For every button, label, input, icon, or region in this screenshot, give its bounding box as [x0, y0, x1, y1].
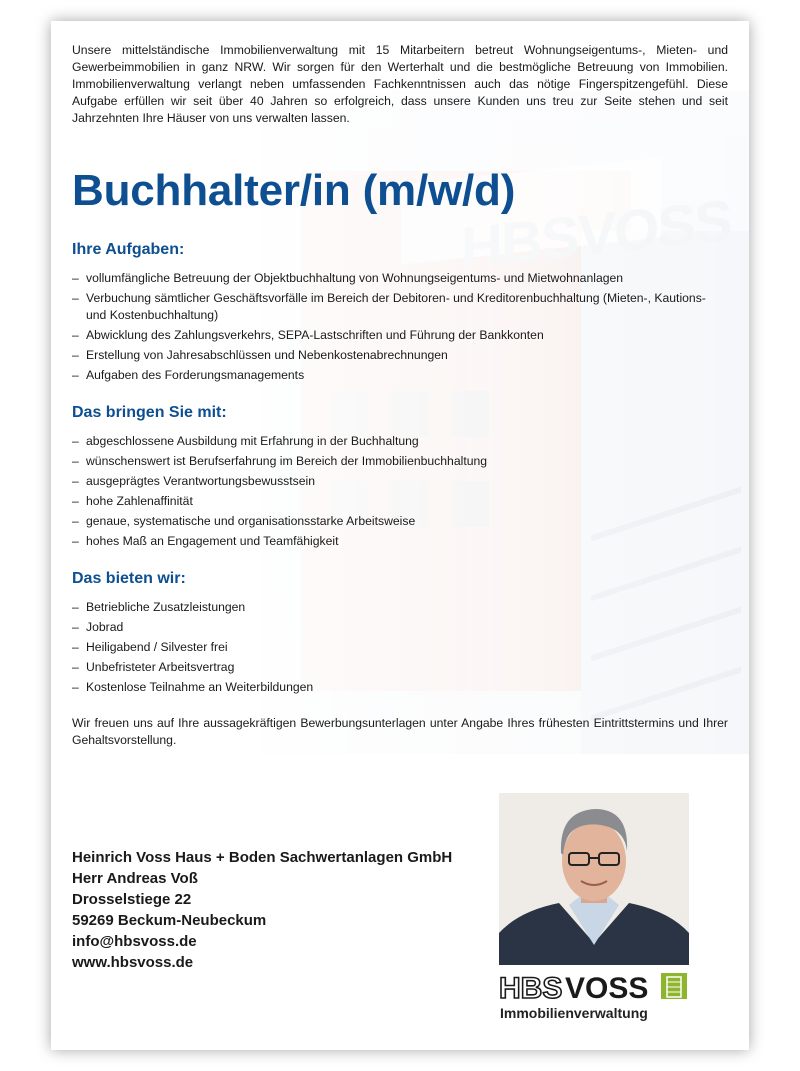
- city-address: 59269 Beckum-Neubeckum: [72, 912, 267, 929]
- list-item: – Jobrad: [72, 619, 712, 636]
- section-heading-tasks: Ihre Aufgaben:: [72, 241, 185, 258]
- list-item: – genaue, systematische und organisationsstarke Arbeitsweise: [72, 513, 712, 530]
- tasks-list: [72, 270, 712, 387]
- job-ad-page: [51, 21, 749, 1050]
- list-item: – hohe Zahlenaffinität: [72, 493, 712, 510]
- list-item: – abgeschlossene Ausbildung mit Erfahrung in der Buchhaltung: [72, 433, 712, 450]
- email-link[interactable]: info@hbsvoss.de: [72, 933, 197, 950]
- list-item: – Unbefristeter Arbeitsvertrag: [72, 659, 712, 676]
- building-logo-icon: [661, 973, 687, 999]
- logo-text-voss: VOSS: [565, 972, 649, 1005]
- list-item: – vollumfängliche Betreuung der Objektbuchhaltung von Wohnungseigentums- und Mietwohnanlagen: [72, 270, 712, 287]
- section-heading-requirements: Das bringen Sie mit:: [72, 404, 227, 421]
- contact-person-photo: [499, 793, 689, 965]
- logo-subtitle: Immobilienverwaltung: [500, 1005, 648, 1021]
- closing-paragraph: Wir freuen uns auf Ihre aussagekräftigen Bewerbungsunterlagen unter Angabe Ihres frühesten Eintrittstermins und Ihrer Gehaltsvorstellung.: [72, 716, 728, 747]
- contact-block: [72, 847, 452, 973]
- requirements-list: [72, 433, 712, 553]
- logo-text-hbs: HBS: [499, 972, 563, 1005]
- job-title: Buchhalter/in (m/w/d): [72, 166, 516, 215]
- list-item: – ausgeprägtes Verantwortungsbewusstsein: [72, 473, 712, 490]
- list-item: – Heiligabend / Silvester frei: [72, 639, 712, 656]
- section-heading-benefits: Das bieten wir:: [72, 570, 186, 587]
- website-link[interactable]: www.hbsvoss.de: [72, 954, 194, 971]
- list-item: – hohes Maß an Engagement und Teamfähigkeit: [72, 533, 712, 550]
- list-item: – Erstellung von Jahresabschlüssen und Nebenkostenabrechnungen: [72, 347, 712, 364]
- company-name: Heinrich Voss Haus + Boden Sachwertanlagen GmbH: [72, 849, 453, 866]
- list-item: – Abwicklung des Zahlungsverkehrs, SEPA-Lastschriften und Führung der Bankkonten: [72, 327, 712, 344]
- list-item: – Kostenlose Teilnahme an Weiterbildungen: [72, 679, 712, 696]
- portrait-illustration: [499, 793, 689, 965]
- benefits-list: [72, 599, 712, 699]
- street-address: Drosselstiege 22: [72, 891, 192, 908]
- contact-person: Herr Andreas Voß: [72, 870, 198, 887]
- list-item: – wünschenswert ist Berufserfahrung im Bereich der Immobilienbuchhaltung: [72, 453, 712, 470]
- list-item: – Aufgaben des Forderungsmanagements: [72, 367, 712, 384]
- list-item: – Betriebliche Zusatzleistungen: [72, 599, 712, 616]
- list-item: – Verbuchung sämtlicher Geschäftsvorfälle im Bereich der Debitoren- und Kreditorenbuchhaltung (Mieten-, Kautions- und Kostenbuchhaltung): [72, 290, 712, 324]
- company-intro: Unsere mittelständische Immobilienverwaltung mit 15 Mitarbeitern betreut Wohnungseigentums-, Mieten- und Gewerbeimmobilien in ganz NRW. Wir sorgen für den Werterhalt und die bestmögliche Betreuung von Immobilien. Immobilienverwaltung verlangt neben umfassenden Fachkenntnissen auch das nötige Fingerspitzengefühl. Diese Aufgabe erfüllen wir seit über 40 Jahren so erfolgreich, dass unsere Kunden uns treu zur Seite stehen und seit Jahrzehnten Ihre Häuser von uns verwalten lassen.: [72, 43, 728, 125]
